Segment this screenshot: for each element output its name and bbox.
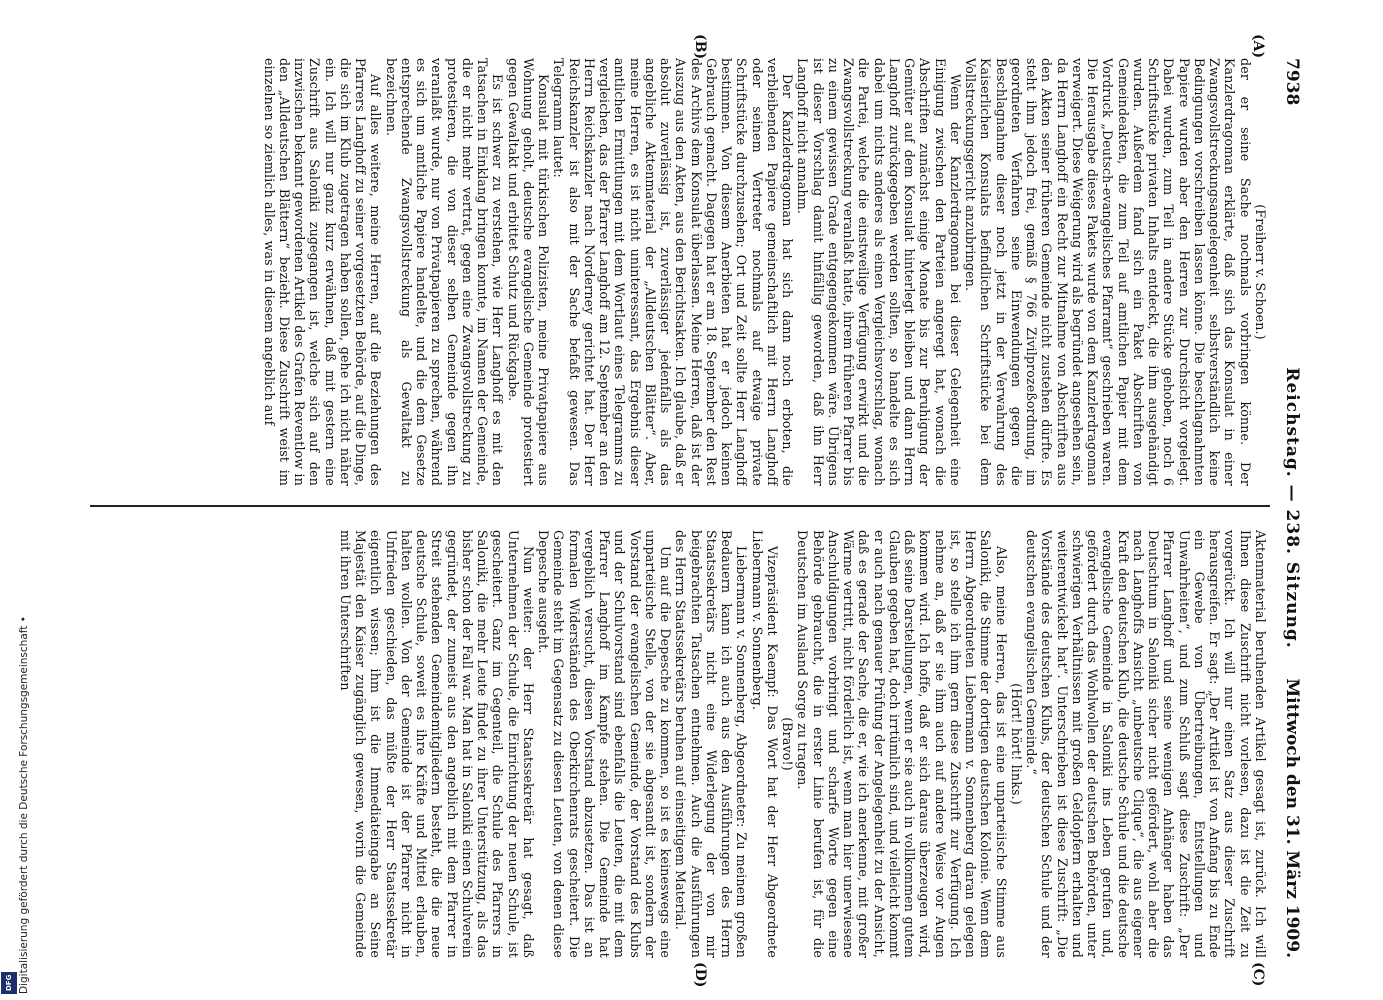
right-column: [68, 530, 1268, 958]
paragraph: Auf alles weitere, meine Herren, auf die Beziehungen des Pfarrers Langhoff zu seiner vorgesetzten Behörde, auf die Dinge, die sich im Klub zugetragen haben sollen, gehe ich nicht näher ein. Ich will nur ganz kurz erwähnen, daß mit gestern eine Zuschrift aus Saloniki zugegangen ist, welche sich auf den inzwischen bekannt gewordenen Artikel des Grafen Reventlow in den „Alldeutschen Blättern“ bezieht. Diese Zuschrift weist im einzelnen so ziemlich alles, was in diesem angeblich auf: [261, 58, 384, 486]
column-divider: [90, 505, 1270, 507]
paragraph: Aktenmaterial beruhenden Artikel gesagt ist, zurück. Ich will Ihnen diese Zuschrift nicht vorlesen, dazu ist die Zeit zu vorgerückt. Ich will nur einen Satz aus dieser Zuschrift herausgreifen. Er sagt: „Der Artikel ist von Anfang bis zu Ende ein Gewebe von Übertreibungen, Entstellungen und Unwahrheiten“, und zum Schluß sagt diese Zuschrift: „Der Pfarrer Langhoff und seine wenigen Anhänger haben das Deutschtum in Saloniki sicher nicht gefördert, wohl aber die nach Langhoffs Ansicht „unbeutsche Clique“, die aus eigener Kraft den deutschen Klub, die deutsche Schule und die deutsche evangelische Gemeinde in Saloniki ins Leben gerufen und, gefördert durch das Wohlwollen der deutschen Behörden, unter schwierigen Verhältnissen mit großen Geldopfern erhalten und weiterentwickelt hat“. Unterschrieben ist diese Zuschrift: „Die Vorstände des deutschen Klubs, der deutschen Schule und der deutschen evangelischen Gemeinde.“: [1024, 530, 1268, 958]
paragraph: Der Kanzlerdragoman hat sich dann noch erboten, die verbleibenden Papiere gemeinschaftlich mit Herrn Langhoff oder seinem Vertreter nochmals auf etwaige private Schriftstücke durchzusehen; Ort und Zeit sollte Herr Langhoff bestimmen. Von diesem Anerbieten hat er jedoch keinen Gebrauch gemacht. Dagegen hat er am 18. September den Rest des Archivs dem Konsulat überlassen. Meine Herren, daß ist der Auszug aus den Akten, aus den Berichtsakten. Ich glaube, daß er absolut zuverlässig ist, zuverlässiger jedenfalls als das angebliche Aktenmaterial der „Alldeutschen Blätter“. Aber, meine Herren, es ist nicht uninteressant, das Ergebnis dieser amtlichen Ermittlungen mit dem Wortlaut eines Telegramms zu vergleichen, das der Pfarrer Langhoff am 12. September an den Herrn Reichskanzler nach Norderney gerichtet hat. Der Herr Reichskanzler ist also mit der Sache befaßt gewesen. Das Telegramm lautet:: [551, 58, 796, 486]
paragraph: Nun weiter: der Herr Staatssekretär hat gesagt, daß Unternehmen der Schule, die Einrichtung der neuen Schule, ist gescheitert. Ganz im Gegenteil, die Schule des Pfarrers in Saloniki, die mehr Leute findet zu ihrer Unterstützung, als das bisher schon der Fall war. Man hat in Saloniki einen Schulverein gegründet, der zumeist aus den angeblich mit dem Pfarrer in Streit stehenden Gemeindemitgliedern besteht, die die neue deutsche Schule, soweit es ihre Kräfte und Mittel erlauben, halten wollen. Von der Gemeinde ist der Pfarrer nicht in Unfrieden geschieden, das müßte der Herr Staatssekretär eigentlich wissen; ihm ist die Immediateingabe an Seine Majestät den Kaiser zugänglich gewesen, worin die Gemeinde mit ihren Unterschriften: [338, 530, 536, 958]
interjection: (Hört! hört! links.): [1009, 683, 1024, 805]
margin-marker-d: (D): [692, 962, 708, 988]
session-date: Mittwoch den 31. März 1909.: [1282, 678, 1302, 958]
margin-marker-b: (B): [692, 34, 708, 60]
digitization-credit: Digitalisierung gefördert durch die Deutsche Forschungsgemeinschaft •: [18, 616, 30, 994]
page-number: 7938: [1282, 58, 1302, 106]
left-column: [68, 58, 1268, 486]
paragraph: Wenn der Kanzlerdragoman bei dieser Gelegenheit eine Einigung zwischen den Parteien angeregt hat, wonach die Abschriften zunächst einige Monate bis zur Beruhigung der Gemüter auf dem Konsulat hinterlegt bleiben und dann Herrn Langhoff zurückgegeben werden sollten, so handelte es sich dabei um nichts anderes als einen Vergleichsvorschlag, wonach die Partei, welche die einstweilige Verfügung erwirkt und die Zwangsvollstreckung veranlaßt hatte, ihrem früheren Pfarrer bis zu einem gewissen Grade entgegengekommen wäre. Übrigens ist dieser Vorschlag damit hinfällig geworden, daß ihn Herr Langhoff nicht annahm.: [795, 58, 963, 486]
speaker-tag: (Freiherr v. Schoen.): [1253, 204, 1268, 340]
paragraph: Um auf die Depesche zu kommen, so ist es keineswegs eine unparteiische Stelle, von der sie abgesandt ist, sondern der Vorstand der evangelischen Gemeinde, der Vorstand des Klubs und der Schulvorstand sind ebenfalls die Leuten, die mit dem Pfarrer Langhoff im Kampfe stehen. Die Gemeinde hat vergeblich versucht, diesen Vorstand abzusetzen. Das ist an formalen Widerständen des Oberkirchenrats gescheitert. Die Gemeinde steht im Gegensatz zu diesen Leuten, von denen diese Depesche ausgeht.: [536, 530, 674, 958]
paragraph: Also, meine Herren, das ist eine unparteiische Stimme aus Saloniki, die Stimme der dortigen deutschen Kolonie. Wenn dem Herrn Abgeordneten Liebermann v. Sonnenberg daran gelegen ist, so stelle ich ihm gern diese Zuschrift zur Verfügung. Ich nehme an, daß er sie ihm auch auf andere Weise vor Augen kommen wird. Ich hoffe, daß er sich daraus überzeugen wird, daß seine Darstellungen, wenn er sie auch in vollkommen gutem Glauben gegeben hat, doch irrtümlich sind, und vielleicht kommt er auch nach genauer Prüfung der Angelegenheit zu der Ansicht, daß es gerade der Sache, die er, wie ich anerkenne, mit großer Wärme vertritt, nicht förderlich ist, wenn man hier unerwiesene Anschuldigungen vorbringt und scharfe Worte gegen eine Behörde gebraucht, die in erster Linie berufen ist, für die Deutschen im Ausland Sorge zu tragen.: [795, 530, 1009, 958]
interjection: (Bravo!): [780, 717, 796, 771]
document-page: [20, 0, 1330, 1000]
page-title: Reichstag. — 238. Sitzung.: [1282, 367, 1302, 649]
dfg-logo: DFG: [1, 972, 17, 994]
paragraph: der er seine Sache nochmals vorbringen könne. Der Kanzlerdragoman erklärte, daß sich das Konsulat in einer Zwangsvollstreckungsangelegenheit selbstverständlich keine Bedingungen vorschreiben lassen könne. Die beschlagnahmten Papiere wurden aber den Herren zur Durchsicht vorgelegt. Dabei wurden, zum Teil in andere Stücke gehoben, noch 6 Schriftstücke privaten Inhalts entdeckt, die ihm ausgehändigt wurden. Außerdem fand sich ein Paket Abschriften von Gemeindeakten, die zum Teil auf amtlichen Papier mit dem Vordruck „Deutsch-evangelisches Pfarramt“ geschrieben waren. Die Herausgabe dieses Pakets wurde von dem Kanzlerdragoman verweigert. Diese Weigerung wird als begründet angesehen sein, da Herrn Langhoff ein Recht zur Mitnahme von Abschriften aus den Akten seiner früheren Gemeinde nicht zustehen dürfte. Es steht ihm jedoch frei, gemäß § 766 Zivilprozeßordnung, im geordneten Verfahren seine Einwendungen gegen die Beschlagnahme dieser noch jetzt in der Verwahrung des Kaiserlichen Konsulats befindlichen Schriftstücke bei dem Vollstreckungsgericht anzubringen.: [963, 58, 1253, 486]
digitization-credit-bar: [0, 0, 30, 1000]
margin-marker-c: (C): [1250, 962, 1266, 987]
page-header: [1274, 58, 1304, 958]
paragraph: Es ist schwer zu verstehen, wie Herr Langhoff es mit den Tatsachen in Einklang bringen konnte, im Namen der Gemeinde, die er nicht mehr vertrat, gegen eine Zwangsvollstreckung zu protestieren, die von dieser selben Gemeinde gegen ihn veranlaßt wurde, nur von Privatpapieren zu sprechen, während es sich um amtliche Papiere handelte, und die dem Gesetze entsprechende Zwangsvollstreckung als Gewaltakt zu bezeichnen.: [383, 58, 506, 486]
margin-marker-a: (A): [1250, 34, 1266, 59]
speaker-announcement: Vizepräsident Kaempf: Das Wort hat der Herr Abgeordnete Liebermann v. Sonnenberg.: [749, 530, 780, 958]
telegram-quote: Konsulat mit türkischen Polizisten, meine Privatpapiere aus Wohnung geholt, deutsche evangelische Gemeinde protestiert gegen Gewaltakt und erbittet Schutz und Rückgabe.: [505, 58, 552, 486]
paragraph: Liebermann v. Sonnenberg, Abgeordneter: Zu meinem großen Bedauern kann ich auch aus den Ausführungen des Herrn Staatssekretärs nicht eine Widerlegung der von mir beigebrachten Tatsachen entnehmen. Auch die Ausführungen des Herrn Staatssekretärs beruhen auf einseitigem Material.: [673, 530, 750, 958]
